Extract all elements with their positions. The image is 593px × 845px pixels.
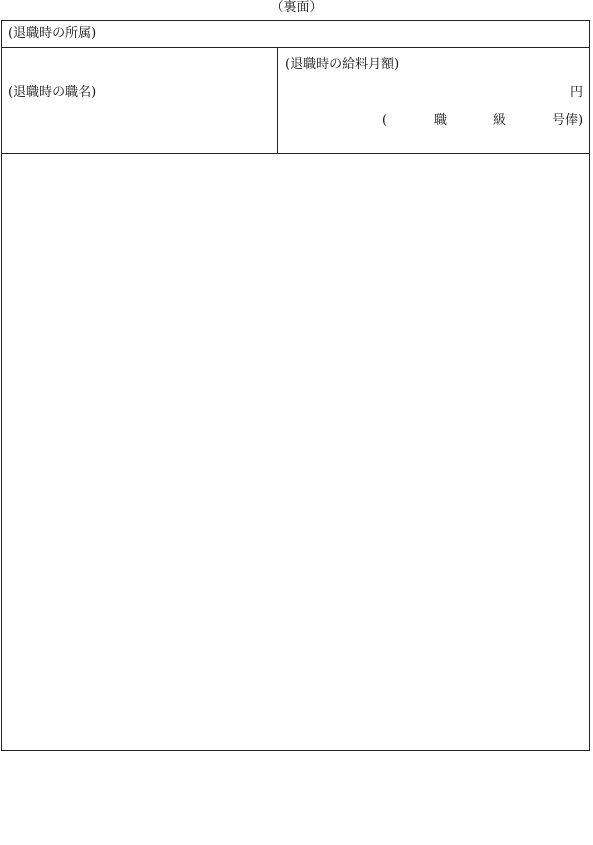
grade-gouho: 号俸) — [552, 113, 584, 128]
column-divider — [277, 47, 278, 153]
page-label: （裏面） — [270, 0, 323, 15]
position-label: (退職時の職名) — [8, 85, 97, 100]
form-table — [1, 20, 590, 751]
row-divider — [2, 47, 589, 48]
affiliation-label: (退職時の所属) — [8, 26, 97, 41]
grade-kyu: 級 — [493, 113, 507, 128]
salary-label: (退職時の給料月額) — [285, 57, 400, 72]
grade-open-paren: ( — [382, 113, 388, 128]
row-divider — [2, 153, 589, 154]
grade-shoku: 職 — [434, 113, 448, 128]
salary-yen-unit: 円 — [570, 85, 584, 100]
